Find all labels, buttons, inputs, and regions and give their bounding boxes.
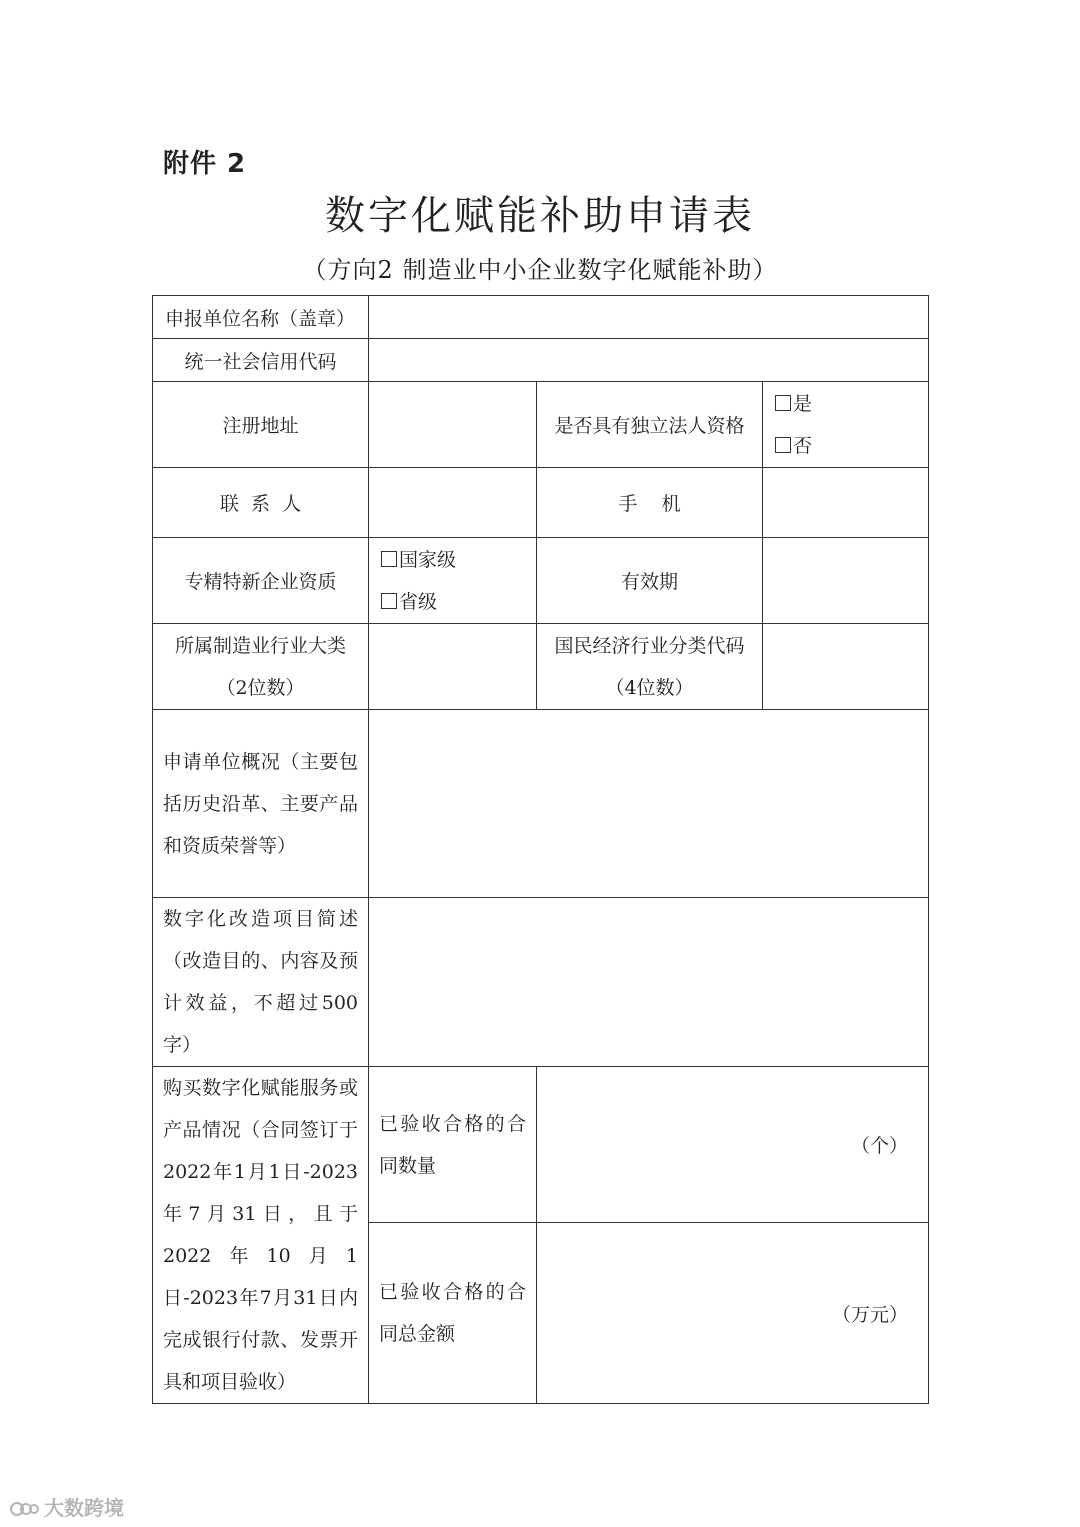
option-label: 否 [793, 434, 813, 457]
qualification-label: 专精特新企业资质 [153, 538, 369, 624]
option-label: 国家级 [399, 548, 457, 571]
legal-person-options [763, 382, 929, 468]
company-name-label: 申报单位名称（盖章） [153, 296, 369, 339]
company-overview-label: 申请单位概况（主要包括历史沿革、主要产品和资质荣誉等） [153, 710, 369, 898]
qualification-national-option[interactable] [369, 539, 536, 581]
company-overview-field[interactable] [369, 710, 929, 898]
industry-category-label-line1: 所属制造业行业大类 [174, 634, 346, 657]
address-field[interactable] [369, 382, 537, 468]
option-label: 省级 [399, 590, 438, 613]
contact-label: 联 系 人 [153, 468, 369, 538]
contract-count-label: 已验收合格的合同数量 [369, 1067, 537, 1223]
option-label: 是 [793, 392, 813, 415]
contract-count-unit: （个） [851, 1135, 909, 1158]
contract-amount-label: 已验收合格的合同总金额 [369, 1223, 537, 1404]
legal-person-label: 是否具有独立法人资格 [537, 382, 763, 468]
contract-count-field[interactable] [537, 1067, 929, 1223]
industry-category-field[interactable] [369, 624, 537, 710]
row-contact [153, 468, 929, 538]
checkbox-icon[interactable] [381, 551, 397, 567]
checkbox-icon[interactable] [381, 593, 397, 609]
industry-code-field[interactable] [763, 624, 929, 710]
attachment-label: 附件 2 [163, 149, 247, 179]
row-project [153, 898, 929, 1067]
row-company [153, 296, 929, 339]
form-title: 数字化赋能补助申请表 [325, 193, 755, 239]
industry-code-label-line2: （4位数） [605, 676, 694, 699]
checkbox-icon[interactable] [775, 395, 791, 411]
industry-code-label-line1: 国民经济行业分类代码 [554, 634, 745, 657]
watermark-logo-icon [10, 1500, 40, 1518]
project-summary-label: 数字化改造项目简述（改造目的、内容及预计效益，不超过500字） [153, 898, 369, 1067]
mobile-label: 手 机 [537, 468, 763, 538]
watermark-text: 大数跨境 [44, 1496, 124, 1520]
legal-person-no-option[interactable] [763, 425, 928, 467]
mobile-field[interactable] [763, 468, 929, 538]
contract-amount-field[interactable] [537, 1223, 929, 1404]
industry-category-label-line2: （2位数） [216, 676, 305, 699]
contact-field[interactable] [369, 468, 537, 538]
watermark [10, 1492, 124, 1521]
form-subtitle: （方向2 制造业中小企业数字化赋能补助） [302, 256, 778, 284]
credit-code-field[interactable] [369, 339, 929, 382]
row-qualification [153, 538, 929, 624]
industry-code-label [537, 624, 763, 710]
validity-field[interactable] [763, 538, 929, 624]
row-industry [153, 624, 929, 710]
qualification-provincial-option[interactable] [369, 581, 536, 623]
address-label: 注册地址 [153, 382, 369, 468]
application-form-table [152, 295, 929, 1404]
legal-person-yes-option[interactable] [763, 383, 928, 425]
qualification-options [369, 538, 537, 624]
project-summary-field[interactable] [369, 898, 929, 1067]
row-credit-code [153, 339, 929, 382]
industry-category-label [153, 624, 369, 710]
company-name-field[interactable] [369, 296, 929, 339]
row-purchase-count [153, 1067, 929, 1223]
row-overview [153, 710, 929, 898]
purchase-info-label: 购买数字化赋能服务或产品情况（合同签订于2022年1月1日-2023年7月31日，且于2022年10月1日-2023年7月31日内完成银行付款、发票开具和项目验收） [153, 1067, 369, 1404]
row-address [153, 382, 929, 468]
contract-amount-unit: （万元） [832, 1303, 909, 1326]
validity-label: 有效期 [537, 538, 763, 624]
credit-code-label: 统一社会信用代码 [153, 339, 369, 382]
checkbox-icon[interactable] [775, 437, 791, 453]
